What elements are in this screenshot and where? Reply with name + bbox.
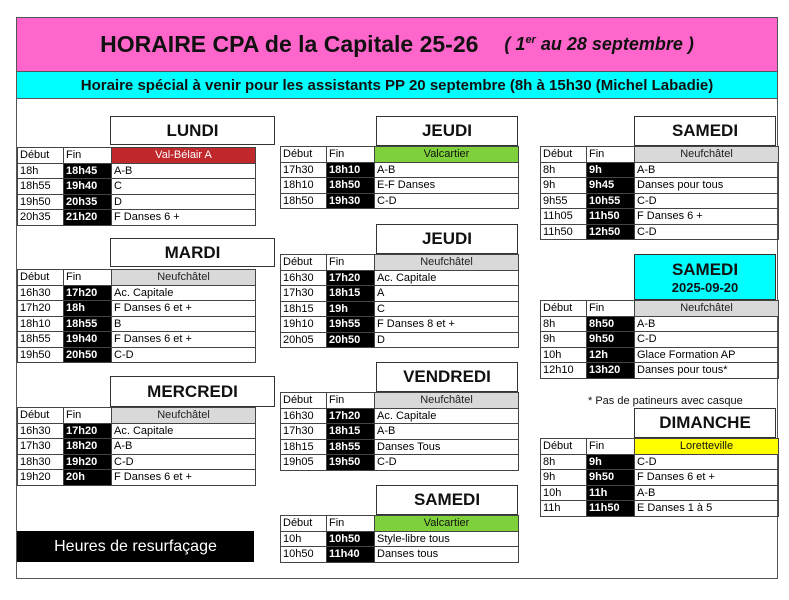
table-row <box>281 286 519 302</box>
group-label: B <box>112 316 256 332</box>
start-header: Début <box>281 393 327 409</box>
start-time: 10h <box>281 531 327 547</box>
rink-name: Valcartier <box>375 147 519 163</box>
end-header: Fin <box>64 148 112 164</box>
end-header: Fin <box>587 439 635 455</box>
table-row <box>18 163 256 179</box>
end-time: 12h50 <box>587 224 635 240</box>
rink-name: Neufchâtel <box>375 393 519 409</box>
end-time: 18h55 <box>64 316 112 332</box>
start-time: 8h <box>541 316 587 332</box>
start-header: Début <box>541 439 587 455</box>
group-label: C-D <box>112 454 256 470</box>
end-time: 18h55 <box>327 439 375 455</box>
day-heading <box>110 376 275 407</box>
table-row <box>18 210 256 226</box>
end-time: 19h40 <box>64 179 112 195</box>
day-name: JEUDI <box>421 121 473 140</box>
group-label: A-B <box>375 424 519 440</box>
group-label: Danses Tous <box>375 439 519 455</box>
table-row <box>541 162 779 178</box>
table-header-row <box>18 270 256 286</box>
day-heading <box>376 485 518 515</box>
table-row <box>541 316 779 332</box>
end-time: 17h20 <box>327 408 375 424</box>
day-heading <box>634 408 776 438</box>
group-label: F Danses 6 et + <box>112 332 256 348</box>
page-title: HORAIRE CPA de la Capitale 25-26 <box>100 31 479 57</box>
start-time: 11h05 <box>541 209 587 225</box>
group-label: Danses tous <box>375 547 519 563</box>
start-header: Début <box>18 270 64 286</box>
day-heading <box>110 116 275 145</box>
table-row <box>541 485 779 501</box>
table-row <box>281 332 519 348</box>
end-time: 13h20 <box>587 363 635 379</box>
day-heading <box>110 238 275 267</box>
group-label: F Danses 6 + <box>635 209 779 225</box>
date-range <box>504 34 693 55</box>
start-time: 18h50 <box>281 193 327 209</box>
day-name: JEUDI <box>421 229 473 248</box>
start-header: Début <box>281 516 327 532</box>
table-row <box>18 347 256 363</box>
end-time: 19h20 <box>64 454 112 470</box>
group-label: E Danses 1 à 5 <box>635 501 779 517</box>
start-time: 19h20 <box>18 470 64 486</box>
start-time: 10h <box>541 485 587 501</box>
group-label: C-D <box>635 332 779 348</box>
rink-name: Neufchâtel <box>375 255 519 271</box>
start-time: 9h <box>541 470 587 486</box>
table-header-row <box>541 439 779 455</box>
end-time: 18h15 <box>327 424 375 440</box>
start-header: Début <box>541 147 587 163</box>
group-label: C-D <box>635 193 779 209</box>
rink-name: Valcartier <box>375 516 519 532</box>
title-banner <box>16 17 778 72</box>
day-name: MARDI <box>164 242 221 262</box>
end-time: 19h30 <box>327 193 375 209</box>
group-label: Ac. Capitale <box>112 423 256 439</box>
end-time: 9h <box>587 162 635 178</box>
start-time: 17h30 <box>281 424 327 440</box>
group-label: C-D <box>375 193 519 209</box>
table-row <box>541 470 779 486</box>
start-time: 18h <box>18 163 64 179</box>
table-row <box>18 439 256 455</box>
start-time: 18h15 <box>281 439 327 455</box>
end-time: 10h50 <box>327 531 375 547</box>
date-range-prefix: ( 1 <box>504 34 526 54</box>
group-label: D <box>375 332 519 348</box>
start-time: 17h30 <box>281 286 327 302</box>
table-row <box>541 178 779 194</box>
table-row <box>541 193 779 209</box>
day-name: SAMEDI <box>671 259 739 279</box>
group-label: C-D <box>375 455 519 471</box>
end-time: 18h50 <box>327 178 375 194</box>
group-label: C-D <box>112 347 256 363</box>
end-time: 18h15 <box>327 286 375 302</box>
end-time: 9h50 <box>587 332 635 348</box>
start-header: Début <box>18 148 64 164</box>
group-label: F Danses 6 + <box>112 210 256 226</box>
group-label: Ac. Capitale <box>112 285 256 301</box>
group-label: A-B <box>112 163 256 179</box>
day-name: DIMANCHE <box>659 413 751 432</box>
start-header: Début <box>281 147 327 163</box>
table-row <box>281 455 519 471</box>
start-time: 11h <box>541 501 587 517</box>
table-row <box>18 316 256 332</box>
end-time: 9h45 <box>587 178 635 194</box>
start-time: 12h10 <box>541 363 587 379</box>
day-name: MERCREDI <box>147 381 238 401</box>
table-header-row <box>18 408 256 424</box>
end-time: 21h20 <box>64 210 112 226</box>
table-row <box>18 454 256 470</box>
day-name: SAMEDI <box>671 121 739 140</box>
day-heading <box>634 116 776 146</box>
end-time: 20h <box>64 470 112 486</box>
start-time: 17h30 <box>18 439 64 455</box>
end-time: 11h40 <box>327 547 375 563</box>
table-row <box>281 162 519 178</box>
start-time: 18h30 <box>18 454 64 470</box>
table-row <box>281 547 519 563</box>
group-label: F Danses 6 et + <box>112 470 256 486</box>
table-row <box>541 209 779 225</box>
schedule-table <box>17 407 256 486</box>
schedule-table <box>280 392 519 471</box>
start-time: 16h30 <box>281 270 327 286</box>
group-label: A-B <box>375 162 519 178</box>
table-row <box>281 439 519 455</box>
table-header-row <box>281 255 519 271</box>
start-time: 9h <box>541 178 587 194</box>
start-time: 8h <box>541 454 587 470</box>
day-heading <box>376 116 518 146</box>
start-time: 16h30 <box>18 423 64 439</box>
table-row <box>18 285 256 301</box>
start-time: 20h35 <box>18 210 64 226</box>
end-time: 9h50 <box>587 470 635 486</box>
date-range-suffix: au 28 septembre ) <box>535 34 694 54</box>
end-header: Fin <box>327 516 375 532</box>
group-label: Style-libre tous <box>375 531 519 547</box>
start-time: 9h <box>541 332 587 348</box>
day-date: 2025-09-20 <box>671 279 739 295</box>
table-header-row <box>18 148 256 164</box>
footnote: * Pas de patineurs avec casque <box>588 394 743 407</box>
group-label: C <box>375 301 519 317</box>
start-time: 9h55 <box>541 193 587 209</box>
table-row <box>541 332 779 348</box>
group-label: C <box>112 179 256 195</box>
group-label: A <box>375 286 519 302</box>
group-label: C-D <box>635 454 779 470</box>
day-heading <box>376 362 518 392</box>
schedule-table <box>540 438 779 517</box>
group-label: Glace Formation AP <box>635 347 779 363</box>
table-row <box>18 470 256 486</box>
table-row <box>281 424 519 440</box>
end-time: 20h50 <box>64 347 112 363</box>
start-time: 10h50 <box>281 547 327 563</box>
table-header-row <box>541 301 779 317</box>
start-time: 8h <box>541 162 587 178</box>
start-time: 19h50 <box>18 194 64 210</box>
end-header: Fin <box>64 408 112 424</box>
rink-name: Neufchâtel <box>112 408 256 424</box>
group-label: Danses pour tous <box>635 178 779 194</box>
table-row <box>18 301 256 317</box>
table-row <box>541 224 779 240</box>
end-time: 11h50 <box>587 209 635 225</box>
end-time: 12h <box>587 347 635 363</box>
start-time: 18h55 <box>18 332 64 348</box>
group-label: A-B <box>635 485 779 501</box>
schedule-table <box>280 146 519 209</box>
table-row <box>541 363 779 379</box>
start-header: Début <box>18 408 64 424</box>
group-label: A-B <box>635 316 779 332</box>
rink-name: Val-Bélair A <box>112 148 256 164</box>
end-header: Fin <box>64 270 112 286</box>
end-time: 18h <box>64 301 112 317</box>
start-time: 18h10 <box>18 316 64 332</box>
table-row <box>541 347 779 363</box>
group-label: D <box>112 194 256 210</box>
group-label: Ac. Capitale <box>375 270 519 286</box>
start-time: 20h05 <box>281 332 327 348</box>
end-time: 10h55 <box>587 193 635 209</box>
end-time: 20h35 <box>64 194 112 210</box>
start-time: 19h10 <box>281 317 327 333</box>
day-name: LUNDI <box>166 120 219 140</box>
table-row <box>281 193 519 209</box>
table-row <box>541 501 779 517</box>
start-time: 19h50 <box>18 347 64 363</box>
table-row <box>281 408 519 424</box>
group-label: F Danses 6 et + <box>112 301 256 317</box>
table-row <box>541 454 779 470</box>
group-label: F Danses 8 et + <box>375 317 519 333</box>
start-time: 17h20 <box>18 301 64 317</box>
table-header-row <box>281 393 519 409</box>
end-time: 19h55 <box>327 317 375 333</box>
end-header: Fin <box>587 301 635 317</box>
end-time: 8h50 <box>587 316 635 332</box>
end-header: Fin <box>327 255 375 271</box>
day-heading <box>376 224 518 254</box>
rink-name: Neufchâtel <box>635 301 779 317</box>
table-header-row <box>281 516 519 532</box>
schedule-table <box>540 300 779 379</box>
table-row <box>281 317 519 333</box>
schedule-table <box>540 146 779 240</box>
rink-name: Neufchâtel <box>112 270 256 286</box>
group-label: E-F Danses <box>375 178 519 194</box>
table-row <box>281 178 519 194</box>
rink-name: Loretteville <box>635 439 779 455</box>
group-label: C-D <box>635 224 779 240</box>
start-time: 10h <box>541 347 587 363</box>
date-range-sup: er <box>525 34 536 46</box>
table-row <box>281 531 519 547</box>
schedule-table <box>17 147 256 226</box>
start-time: 16h30 <box>281 408 327 424</box>
group-label: Danses pour tous* <box>635 363 779 379</box>
end-header: Fin <box>327 393 375 409</box>
table-row <box>281 301 519 317</box>
day-name: VENDREDI <box>403 367 491 386</box>
start-time: 18h55 <box>18 179 64 195</box>
table-row <box>281 270 519 286</box>
table-header-row <box>281 147 519 163</box>
end-header: Fin <box>327 147 375 163</box>
end-time: 18h20 <box>64 439 112 455</box>
schedule-table <box>280 254 519 348</box>
end-time: 18h10 <box>327 162 375 178</box>
resurfacing-legend: Heures de resurfaçage <box>17 531 254 562</box>
day-heading <box>634 254 776 300</box>
rink-name: Neufchâtel <box>635 147 779 163</box>
end-time: 11h <box>587 485 635 501</box>
start-time: 19h05 <box>281 455 327 471</box>
start-time: 18h15 <box>281 301 327 317</box>
start-time: 18h10 <box>281 178 327 194</box>
table-row <box>18 179 256 195</box>
start-header: Début <box>541 301 587 317</box>
end-time: 19h50 <box>327 455 375 471</box>
end-time: 18h45 <box>64 163 112 179</box>
schedule-table <box>17 269 256 363</box>
end-time: 19h40 <box>64 332 112 348</box>
end-time: 17h20 <box>327 270 375 286</box>
group-label: F Danses 6 et + <box>635 470 779 486</box>
start-time: 11h50 <box>541 224 587 240</box>
end-time: 17h20 <box>64 423 112 439</box>
group-label: Ac. Capitale <box>375 408 519 424</box>
end-time: 20h50 <box>327 332 375 348</box>
group-label: A-B <box>635 162 779 178</box>
group-label: A-B <box>112 439 256 455</box>
schedule-table <box>280 515 519 563</box>
start-time: 16h30 <box>18 285 64 301</box>
end-header: Fin <box>587 147 635 163</box>
end-time: 17h20 <box>64 285 112 301</box>
end-time: 9h <box>587 454 635 470</box>
start-header: Début <box>281 255 327 271</box>
table-row <box>18 423 256 439</box>
table-row <box>18 194 256 210</box>
table-header-row <box>541 147 779 163</box>
day-name: SAMEDI <box>413 490 481 509</box>
end-time: 19h <box>327 301 375 317</box>
start-time: 17h30 <box>281 162 327 178</box>
special-notice: Horaire spécial à venir pour les assistants PP 20 septembre (8h à 15h30 (Michel Labadie) <box>16 72 778 99</box>
table-row <box>18 332 256 348</box>
end-time: 11h50 <box>587 501 635 517</box>
